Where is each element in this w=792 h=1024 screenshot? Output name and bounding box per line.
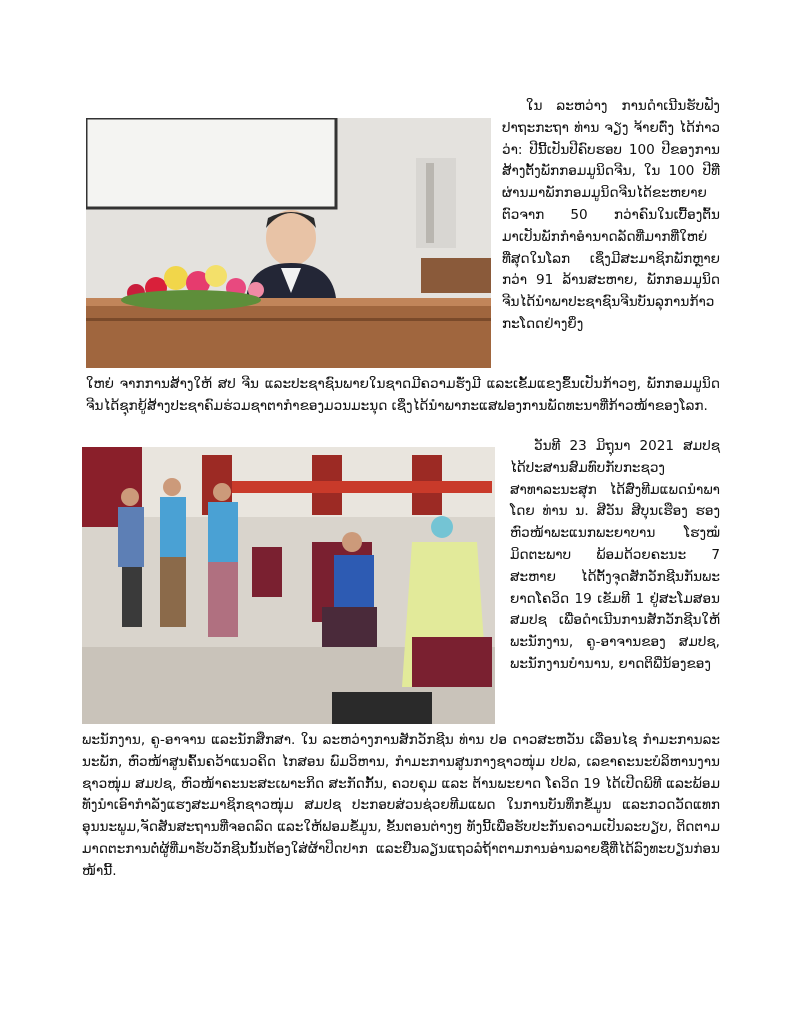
article-paragraph-1-side <box>502 96 720 336</box>
section1-side-text: ໃນ ລະຫວ່າງ ການດຳເນີນຮັບຟັງປາຖະກະຖາ ທ່ານ ຈຽງ ຈ້າຍຕົ່ງ ໄດ້ກ່າວວ່າ: ປີນີ້ເປັນປີຄົບຮອບ 100 ປີຂອງການສ້າງຕັ້ງພັກກອມມູນິດຈີນ, ໃນ 100 ປີທີ່ຜ່ານມາພັກກອມມູນິດຈີນໄດ້ຂະຫຍາຍຕົວຈາກ 50 ກວ່າຄົນໃນເບື້ອງຕົ້ນ ມາເປັນພັກກຳອຳນາດລັດທີ່ມາກທີ່ໃຫຍ່ທີ່ສຸດໃນໂລກ ເຊິ່ງມີສະມາຊິກພັກຫຼາຍກວ່າ 91 ລ້ານສະຫາຍ, ພັກກອມມູນິດຈີນໄດ້ນຳພາປະຊາຊົນຈີນບັນລຸການກ້າວກະໂດດຢ່າງຍິ່ງ <box>502 98 720 332</box>
vaccination-hall-photo-icon <box>82 447 495 724</box>
section2-full-text: ພະນັກງານ, ຄູ-ອາຈານ ແລະນັກສຶກສາ. ໃນ ລະຫວ່າງການສັກວັກຊີນ ທ່ານ ປອ ດາວສະຫວັນ ເລືອນໄຊ ກຳມະການລະນະພັກ, ຫົວໜ້າສູນຄົ້ນຄວ້າແນວຄິດ ໄກສອນ ພົມວິຫານ, ກຳມະການສູນກາງຊາວໜຸ່ມ ປປລ, ເລຂາຄະນະບໍລິຫານງານຊາວໜຸ່ມ ສມປຊ, ຫົວໜ້າຄະນະສະເພາະກິດ ສະກັດກັ້ນ, ຄວບຄຸມ ແລະ ຕ້ານພະຍາດ ໂຄວິດ 19 ໄດ້ເປີດພິທີ ແລະພ້ອມທັງນຳເອົາກຳລັງແຮງສະມາຊິກຊາວໜຸ່ມ ສມປຊ ປະກອບສ່ວນຊ່ວຍທີມແພດ ໃນການບັນທຶກຂໍ້ມູນ ແລະກວດວັດແທກອຸນນະພູມ,ຈັດສັນສະຖານທີ່ຈອດລົດ ແລະໃຫ້ຟອມຂໍ້ມູນ, ຂັ້ນຕອນຕ່າງໆ ທັງນີ້ເພື່ອຮັບປະກັນຄວາມເປັນລະບຽບ, ຕິດຕາມມາດຕະການຕໍ່ຜູ້ທີ່ມາຮັບວັກຊີນນັ້ນຕ້ອງໃສ່ຜ້າປິດປາກ ແລະຢືນລຽນແຖວລໍຖ້າຕາມການອ່ານລາຍຊື່ທີ່ໄດ້ລົງທະບຽນກ່ອນໜ້ານີ້. <box>82 732 720 879</box>
article-paragraph-2-full <box>82 730 720 883</box>
article-paragraph-2-side <box>510 436 720 676</box>
article-paragraph-1-full <box>86 374 720 418</box>
vaccination-photo <box>82 447 495 724</box>
section2-side-text: ວັນທີ 23 ມິຖຸນາ 2021 ສມປຊ ໄດ້ປະສານສົມທົບກັບກະຊວງສາທາລະນະສຸກ ໄດ້ສົ່ງທີມແພດນຳພາໂດຍ ທ່ານ ນ. ສີວັນ ສີບຸນເຮືອງ ຮອງຫົວໜ້າພະແນກພະຍາບານ ໂຮງໝໍມິດຕະພາບ ພ້ອມດ້ວຍຄະນະ 7 ສະຫາຍ ໄດ້ຕັ້ງຈຸດສັກວັກຊີນກັນພະຍາດໂຄວິດ 19 ເຂັມທີ 1 ຢູ່ສະໂມສອນ ສມປຊ ເພື່ອດຳເນີນການສັກວັກຊີນໃຫ້ ພະນັກງານ, ຄູ-ອາຈານຂອງ ສມປຊ, ພະນັກງານບຳນານ, ຍາດຕິພີ່ນ້ອງຂອງ <box>510 438 720 672</box>
speaker-photo <box>86 118 491 368</box>
section1-full-text: ໃຫຍ່ ຈາກການສ້າງໃຫ້ ສປ ຈີນ ແລະປະຊາຊົນພາຍໃນຊາດມີຄວາມຮັ່ງມີ ແລະເຂັ້ມແຂງຂຶ້ນເປັນກ້າວໆ, ພັກກອມມູນິດຈີນໄດ້ຊຸກຍູ້ສ້າງປະຊາຄົມຮ່ວມຊາຕາກຳຂອງມວນມະນຸດ ເຊິ່ງໄດ້ນຳພາກະແສຟອງການພັດທະນາທີ່ກ້າວໜ້າຂອງໂລກ. <box>86 376 720 414</box>
meeting-speaker-photo-icon <box>86 118 491 368</box>
